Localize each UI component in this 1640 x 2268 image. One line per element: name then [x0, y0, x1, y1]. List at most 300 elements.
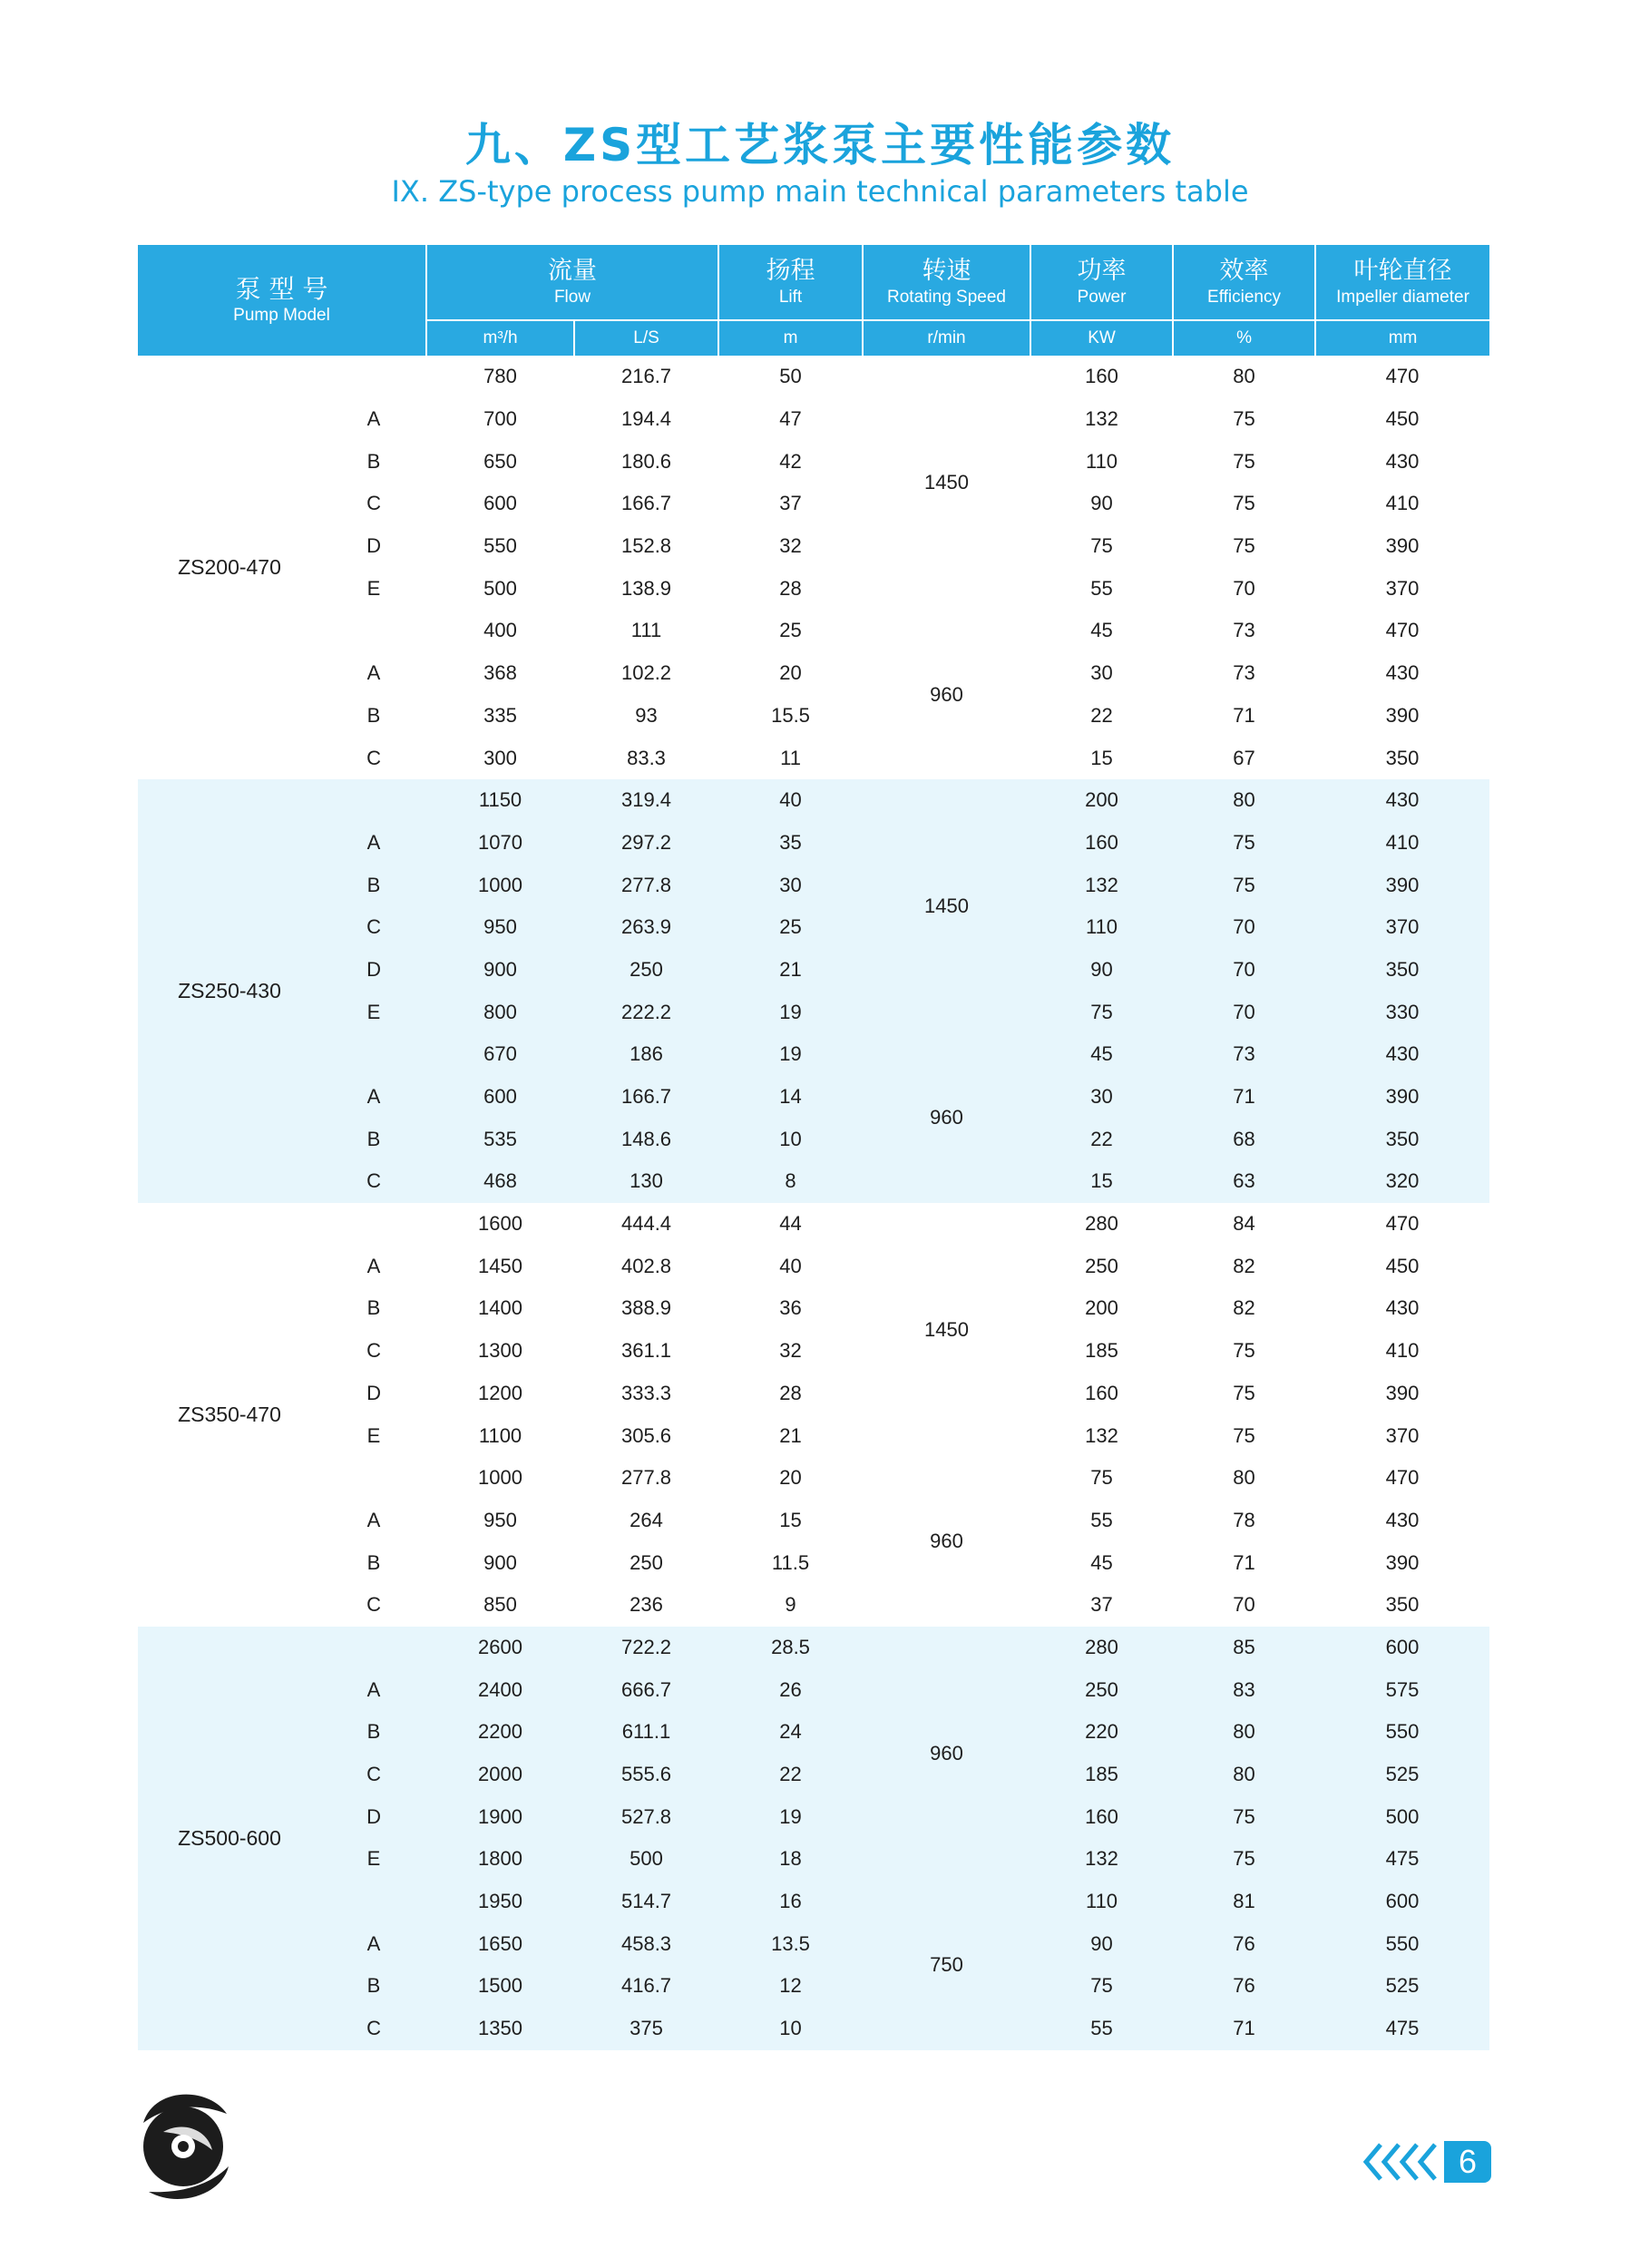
efficiency-cell: 70	[1173, 567, 1315, 610]
lift-cell: 32	[718, 1330, 863, 1373]
flow-ls-cell: 111	[574, 610, 718, 652]
power-cell: 75	[1030, 1965, 1173, 2008]
power-cell: 30	[1030, 1076, 1173, 1119]
variant-cell: A	[321, 398, 426, 441]
speed-cell: 960	[863, 1457, 1030, 1627]
unit-speed: r/min	[863, 320, 1030, 356]
header-impeller	[1315, 245, 1489, 320]
power-cell: 55	[1030, 567, 1173, 610]
flow-m3h-cell: 950	[426, 1500, 574, 1542]
efficiency-cell: 71	[1173, 1076, 1315, 1119]
header-lift	[718, 245, 863, 320]
table-row	[138, 991, 1489, 1033]
efficiency-cell: 83	[1173, 1668, 1315, 1711]
header-lift-en: Lift	[778, 288, 803, 307]
variant-cell	[321, 1881, 426, 1923]
table-row	[138, 1584, 1489, 1627]
table-row	[138, 1500, 1489, 1542]
efficiency-cell: 70	[1173, 949, 1315, 992]
variant-cell: A	[321, 822, 426, 865]
header-speed-en: Rotating Speed	[887, 288, 1007, 307]
impeller-cell: 410	[1315, 1330, 1489, 1373]
impeller-cell: 430	[1315, 1033, 1489, 1076]
variant-cell: B	[321, 1711, 426, 1754]
power-cell: 132	[1030, 1414, 1173, 1457]
power-cell: 160	[1030, 1373, 1173, 1415]
power-cell: 45	[1030, 1033, 1173, 1076]
efficiency-cell: 82	[1173, 1287, 1315, 1330]
flow-ls-cell: 93	[574, 695, 718, 738]
lift-cell: 37	[718, 483, 863, 525]
variant-cell: E	[321, 1838, 426, 1881]
efficiency-cell: 75	[1173, 1838, 1315, 1881]
flow-ls-cell: 264	[574, 1500, 718, 1542]
flow-ls-cell: 236	[574, 1584, 718, 1627]
flow-m3h-cell: 1350	[426, 2008, 574, 2050]
lift-cell: 20	[718, 1457, 863, 1500]
variant-cell: A	[321, 1076, 426, 1119]
speed-cell: 1450	[863, 356, 1030, 610]
variant-cell: D	[321, 1795, 426, 1838]
variant-cell: A	[321, 1500, 426, 1542]
power-cell: 160	[1030, 356, 1173, 398]
flow-m3h-cell: 468	[426, 1160, 574, 1203]
header-power-en: Power	[1077, 288, 1127, 307]
table-row	[138, 1754, 1489, 1796]
variant-cell: A	[321, 1668, 426, 1711]
lift-cell: 25	[718, 906, 863, 949]
impeller-cell: 370	[1315, 1414, 1489, 1457]
impeller-cell: 525	[1315, 1965, 1489, 2008]
impeller-cell: 430	[1315, 440, 1489, 483]
efficiency-cell: 75	[1173, 822, 1315, 865]
header-flow	[426, 245, 718, 320]
lift-cell: 19	[718, 991, 863, 1033]
impeller-cell: 390	[1315, 525, 1489, 568]
header-pump-model	[138, 245, 426, 356]
flow-ls-cell: 500	[574, 1838, 718, 1881]
variant-cell: D	[321, 1373, 426, 1415]
efficiency-cell: 75	[1173, 1414, 1315, 1457]
table-row	[138, 1033, 1489, 1076]
table-row	[138, 1668, 1489, 1711]
power-cell: 15	[1030, 737, 1173, 779]
lift-cell: 21	[718, 1414, 863, 1457]
efficiency-cell: 70	[1173, 906, 1315, 949]
lift-cell: 47	[718, 398, 863, 441]
efficiency-cell: 70	[1173, 991, 1315, 1033]
impeller-cell: 470	[1315, 1203, 1489, 1246]
lift-cell: 28.5	[718, 1627, 863, 1669]
power-cell: 22	[1030, 695, 1173, 738]
model-group	[138, 779, 1489, 1203]
header-pump-model-cn: 泵 型 号	[235, 274, 328, 304]
table-row	[138, 1795, 1489, 1838]
flow-ls-cell: 166.7	[574, 1076, 718, 1119]
efficiency-cell: 71	[1173, 2008, 1315, 2050]
lift-cell: 11	[718, 737, 863, 779]
lift-cell: 30	[718, 864, 863, 906]
flow-ls-cell: 319.4	[574, 779, 718, 822]
flow-ls-cell: 186	[574, 1033, 718, 1076]
flow-m3h-cell: 300	[426, 737, 574, 779]
efficiency-cell: 75	[1173, 483, 1315, 525]
efficiency-cell: 76	[1173, 1965, 1315, 2008]
impeller-cell: 390	[1315, 1373, 1489, 1415]
impeller-cell: 350	[1315, 949, 1489, 992]
flow-ls-cell: 722.2	[574, 1627, 718, 1669]
impeller-cell: 450	[1315, 398, 1489, 441]
flow-ls-cell: 250	[574, 949, 718, 992]
variant-cell: C	[321, 1754, 426, 1796]
flow-m3h-cell: 1800	[426, 1838, 574, 1881]
lift-cell: 40	[718, 1245, 863, 1287]
table-row	[138, 1287, 1489, 1330]
efficiency-cell: 73	[1173, 610, 1315, 652]
table-row	[138, 398, 1489, 441]
flow-m3h-cell: 1000	[426, 1457, 574, 1500]
table-row	[138, 1922, 1489, 1965]
table-row	[138, 1160, 1489, 1203]
model-group	[138, 1627, 1489, 2050]
page-number-badge	[1361, 2139, 1495, 2185]
impeller-cell: 430	[1315, 652, 1489, 695]
lift-cell: 36	[718, 1287, 863, 1330]
flow-ls-cell: 611.1	[574, 1711, 718, 1754]
variant-cell: B	[321, 1965, 426, 2008]
power-cell: 90	[1030, 949, 1173, 992]
impeller-cell: 500	[1315, 1795, 1489, 1838]
variant-cell	[321, 356, 426, 398]
lift-cell: 40	[718, 779, 863, 822]
pump-model-cell: ZS350-470	[138, 1203, 321, 1627]
table-row	[138, 1541, 1489, 1584]
impeller-cell: 350	[1315, 1118, 1489, 1160]
variant-cell: C	[321, 906, 426, 949]
power-cell: 160	[1030, 822, 1173, 865]
flow-m3h-cell: 650	[426, 440, 574, 483]
variant-cell: C	[321, 737, 426, 779]
lift-cell: 18	[718, 1838, 863, 1881]
efficiency-cell: 80	[1173, 779, 1315, 822]
flow-m3h-cell: 1100	[426, 1414, 574, 1457]
flow-m3h-cell: 900	[426, 1541, 574, 1584]
table-row	[138, 2008, 1489, 2050]
lift-cell: 10	[718, 1118, 863, 1160]
variant-cell: E	[321, 991, 426, 1033]
impeller-cell: 350	[1315, 737, 1489, 779]
efficiency-cell: 78	[1173, 1500, 1315, 1542]
flow-m3h-cell: 950	[426, 906, 574, 949]
variant-cell: B	[321, 695, 426, 738]
flow-ls-cell: 444.4	[574, 1203, 718, 1246]
table-row	[138, 483, 1489, 525]
table-row	[138, 906, 1489, 949]
impeller-cell: 550	[1315, 1711, 1489, 1754]
header-flow-en: Flow	[553, 288, 591, 307]
table-row	[138, 567, 1489, 610]
impeller-cell: 430	[1315, 779, 1489, 822]
speed-cell: 1450	[863, 1203, 1030, 1457]
table-header	[138, 245, 1489, 356]
lift-cell: 15.5	[718, 695, 863, 738]
impeller-cell: 475	[1315, 2008, 1489, 2050]
impeller-cell: 475	[1315, 1838, 1489, 1881]
header-efficiency-en: Efficiency	[1207, 288, 1281, 307]
efficiency-cell: 85	[1173, 1627, 1315, 1669]
lift-cell: 13.5	[718, 1922, 863, 1965]
flow-m3h-cell: 800	[426, 991, 574, 1033]
efficiency-cell: 75	[1173, 525, 1315, 568]
table-row	[138, 1245, 1489, 1287]
flow-ls-cell: 148.6	[574, 1118, 718, 1160]
flow-ls-cell: 138.9	[574, 567, 718, 610]
speed-cell: 1450	[863, 779, 1030, 1033]
model-group	[138, 1203, 1489, 1627]
variant-cell: A	[321, 652, 426, 695]
impeller-cell: 370	[1315, 906, 1489, 949]
flow-ls-cell: 222.2	[574, 991, 718, 1033]
table-row	[138, 440, 1489, 483]
impeller-cell: 390	[1315, 1076, 1489, 1119]
flow-ls-cell: 130	[574, 1160, 718, 1203]
lift-cell: 10	[718, 2008, 863, 2050]
variant-cell	[321, 779, 426, 822]
impeller-cell: 550	[1315, 1922, 1489, 1965]
power-cell: 160	[1030, 1795, 1173, 1838]
flow-ls-cell: 458.3	[574, 1922, 718, 1965]
flow-m3h-cell: 2000	[426, 1754, 574, 1796]
flow-m3h-cell: 600	[426, 483, 574, 525]
unit-efficiency: %	[1173, 320, 1315, 356]
variant-cell: C	[321, 2008, 426, 2050]
flow-m3h-cell: 1300	[426, 1330, 574, 1373]
efficiency-cell: 75	[1173, 1795, 1315, 1838]
flow-ls-cell: 305.6	[574, 1414, 718, 1457]
impeller-cell: 410	[1315, 483, 1489, 525]
table-row	[138, 1457, 1489, 1500]
header-power	[1030, 245, 1173, 320]
flow-ls-cell: 152.8	[574, 525, 718, 568]
header-impeller-en: Impeller diameter	[1336, 288, 1469, 307]
flow-m3h-cell: 1900	[426, 1795, 574, 1838]
speed-cell: 750	[863, 1881, 1030, 2050]
flow-m3h-cell: 780	[426, 356, 574, 398]
impeller-logo-icon	[127, 2087, 245, 2204]
power-cell: 45	[1030, 1541, 1173, 1584]
impeller-cell: 575	[1315, 1668, 1489, 1711]
lift-cell: 28	[718, 567, 863, 610]
efficiency-cell: 81	[1173, 1881, 1315, 1923]
flow-ls-cell: 527.8	[574, 1795, 718, 1838]
lift-cell: 21	[718, 949, 863, 992]
lift-cell: 12	[718, 1965, 863, 2008]
unit-flow-ls: L/S	[574, 320, 718, 356]
variant-cell: E	[321, 567, 426, 610]
header-impeller-cn: 叶轮直径	[1353, 257, 1452, 285]
flow-ls-cell: 333.3	[574, 1373, 718, 1415]
flow-ls-cell: 250	[574, 1541, 718, 1584]
power-cell: 22	[1030, 1118, 1173, 1160]
table-row	[138, 610, 1489, 652]
variant-cell: B	[321, 1541, 426, 1584]
power-cell: 200	[1030, 779, 1173, 822]
impeller-cell: 390	[1315, 864, 1489, 906]
lift-cell: 50	[718, 356, 863, 398]
efficiency-cell: 68	[1173, 1118, 1315, 1160]
flow-m3h-cell: 1000	[426, 864, 574, 906]
lift-cell: 9	[718, 1584, 863, 1627]
variant-cell: C	[321, 1584, 426, 1627]
header-power-cn: 功率	[1077, 257, 1127, 285]
table-row	[138, 695, 1489, 738]
flow-ls-cell: 83.3	[574, 737, 718, 779]
variant-cell: C	[321, 1160, 426, 1203]
header-pump-model-en: Pump Model	[233, 306, 330, 325]
flow-m3h-cell: 1600	[426, 1203, 574, 1246]
variant-cell	[321, 1033, 426, 1076]
power-cell: 55	[1030, 2008, 1173, 2050]
header-flow-cn: 流量	[548, 257, 598, 285]
lift-cell: 35	[718, 822, 863, 865]
table-row	[138, 1118, 1489, 1160]
power-cell: 75	[1030, 1457, 1173, 1500]
pump-model-cell: ZS200-470	[138, 356, 321, 779]
efficiency-cell: 80	[1173, 356, 1315, 398]
flow-ls-cell: 388.9	[574, 1287, 718, 1330]
impeller-cell: 390	[1315, 1541, 1489, 1584]
flow-ls-cell: 263.9	[574, 906, 718, 949]
lift-cell: 16	[718, 1881, 863, 1923]
parameters-table-container	[138, 245, 1489, 2050]
chevron-left-icon	[1415, 2139, 1439, 2185]
impeller-cell: 430	[1315, 1500, 1489, 1542]
variant-cell: B	[321, 440, 426, 483]
lift-cell: 24	[718, 1711, 863, 1754]
flow-ls-cell: 514.7	[574, 1881, 718, 1923]
power-cell: 110	[1030, 1881, 1173, 1923]
table-row	[138, 1711, 1489, 1754]
flow-m3h-cell: 550	[426, 525, 574, 568]
power-cell: 280	[1030, 1627, 1173, 1669]
power-cell: 250	[1030, 1245, 1173, 1287]
impeller-cell: 410	[1315, 822, 1489, 865]
flow-ls-cell: 194.4	[574, 398, 718, 441]
efficiency-cell: 63	[1173, 1160, 1315, 1203]
variant-cell	[321, 610, 426, 652]
power-cell: 37	[1030, 1584, 1173, 1627]
variant-cell: C	[321, 483, 426, 525]
flow-m3h-cell: 500	[426, 567, 574, 610]
table-row	[138, 356, 1489, 398]
power-cell: 110	[1030, 440, 1173, 483]
lift-cell: 44	[718, 1203, 863, 1246]
impeller-cell: 470	[1315, 1457, 1489, 1500]
table-row	[138, 1203, 1489, 1246]
header-speed	[863, 245, 1030, 320]
table-row	[138, 822, 1489, 865]
flow-m3h-cell: 900	[426, 949, 574, 992]
flow-m3h-cell: 1950	[426, 1881, 574, 1923]
table-row	[138, 652, 1489, 695]
variant-cell: A	[321, 1922, 426, 1965]
table-row	[138, 779, 1489, 822]
lift-cell: 8	[718, 1160, 863, 1203]
impeller-cell: 600	[1315, 1627, 1489, 1669]
power-cell: 75	[1030, 991, 1173, 1033]
flow-m3h-cell: 2400	[426, 1668, 574, 1711]
power-cell: 30	[1030, 652, 1173, 695]
power-cell: 132	[1030, 398, 1173, 441]
efficiency-cell: 80	[1173, 1754, 1315, 1796]
flow-ls-cell: 297.2	[574, 822, 718, 865]
efficiency-cell: 71	[1173, 695, 1315, 738]
unit-lift: m	[718, 320, 863, 356]
variant-cell: B	[321, 1287, 426, 1330]
lift-cell: 19	[718, 1795, 863, 1838]
pump-model-cell: ZS500-600	[138, 1627, 321, 2050]
impeller-cell: 525	[1315, 1754, 1489, 1796]
power-cell: 15	[1030, 1160, 1173, 1203]
impeller-cell: 450	[1315, 1245, 1489, 1287]
flow-m3h-cell: 1150	[426, 779, 574, 822]
power-cell: 90	[1030, 1922, 1173, 1965]
efficiency-cell: 75	[1173, 1330, 1315, 1373]
efficiency-cell: 70	[1173, 1584, 1315, 1627]
power-cell: 280	[1030, 1203, 1173, 1246]
efficiency-cell: 73	[1173, 1033, 1315, 1076]
lift-cell: 11.5	[718, 1541, 863, 1584]
power-cell: 45	[1030, 610, 1173, 652]
flow-ls-cell: 666.7	[574, 1668, 718, 1711]
flow-m3h-cell: 1650	[426, 1922, 574, 1965]
impeller-cell: 320	[1315, 1160, 1489, 1203]
lift-cell: 26	[718, 1668, 863, 1711]
flow-m3h-cell: 335	[426, 695, 574, 738]
lift-cell: 15	[718, 1500, 863, 1542]
unit-flow-m3h: m³/h	[426, 320, 574, 356]
flow-ls-cell: 416.7	[574, 1965, 718, 2008]
flow-ls-cell: 277.8	[574, 864, 718, 906]
power-cell: 200	[1030, 1287, 1173, 1330]
efficiency-cell: 75	[1173, 864, 1315, 906]
impeller-cell: 390	[1315, 695, 1489, 738]
table-row	[138, 1076, 1489, 1119]
table-row	[138, 1330, 1489, 1373]
lift-cell: 19	[718, 1033, 863, 1076]
variant-cell: D	[321, 525, 426, 568]
variant-cell	[321, 1627, 426, 1669]
variant-cell: D	[321, 949, 426, 992]
lift-cell: 14	[718, 1076, 863, 1119]
efficiency-cell: 67	[1173, 737, 1315, 779]
table-row	[138, 525, 1489, 568]
page-title: 九、ZS型工艺浆泵主要性能参数	[464, 119, 1176, 171]
impeller-cell: 600	[1315, 1881, 1489, 1923]
variant-cell: A	[321, 1245, 426, 1287]
table-row	[138, 1373, 1489, 1415]
table-row	[138, 864, 1489, 906]
flow-m3h-cell: 1450	[426, 1245, 574, 1287]
impeller-cell: 470	[1315, 610, 1489, 652]
parameters-table	[138, 245, 1489, 2050]
header-efficiency-cn: 效率	[1219, 257, 1269, 285]
variant-cell	[321, 1203, 426, 1246]
pump-model-cell: ZS250-430	[138, 779, 321, 1203]
lift-cell: 28	[718, 1373, 863, 1415]
flow-m3h-cell: 600	[426, 1076, 574, 1119]
power-cell: 75	[1030, 525, 1173, 568]
